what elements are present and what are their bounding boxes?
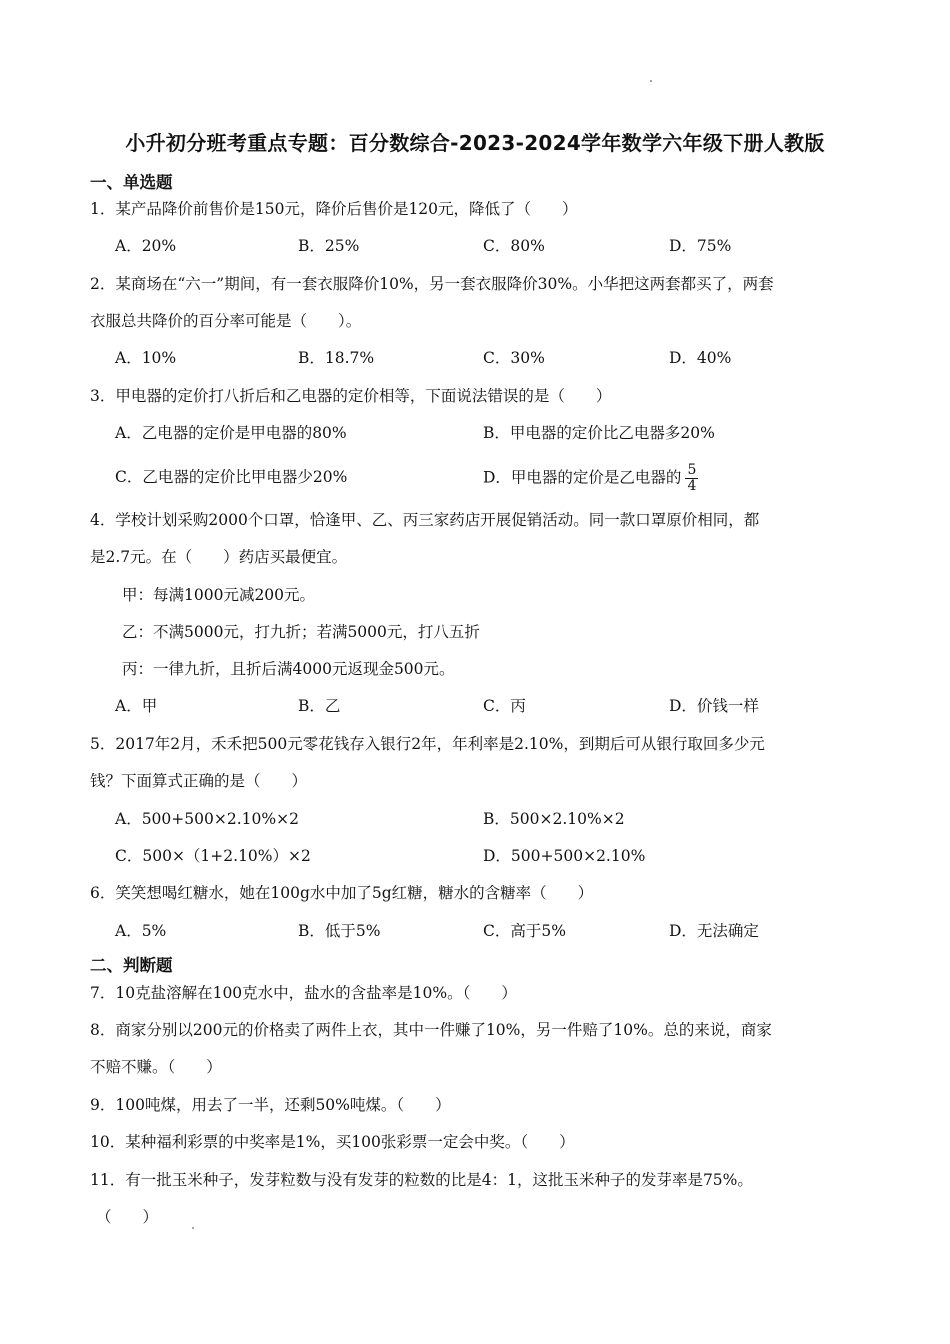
option-b: B．甲电器的定价比乙电器多20% — [483, 424, 715, 442]
option-c: C．丙 — [483, 697, 526, 715]
option-d: D．价钱一样 — [669, 697, 759, 715]
option-a: A．乙电器的定价是甲电器的80% — [115, 424, 347, 442]
option-c: C．80% — [483, 237, 545, 255]
option-d: D．500+500×2.10% — [483, 847, 646, 865]
fraction — [685, 463, 698, 494]
option-b: B．500×2.10%×2 — [483, 810, 625, 828]
question-7: 7．10克盐溶解在100克水中，盐水的含盐率是10%。（ ） — [90, 984, 517, 1002]
question-6-options — [115, 920, 875, 942]
question-1-options — [115, 235, 875, 257]
option-a: A．20% — [115, 237, 177, 255]
option-b: B．25% — [298, 237, 360, 255]
option-a: A．5% — [115, 922, 167, 940]
question-3-stem: 3．甲电器的定价打八折后和乙电器的定价相等，下面说法错误的是（ ） — [90, 387, 612, 405]
question-5-options-row-1 — [115, 808, 875, 830]
question-4-offer-yi: 乙：不满5000元，打九折；若满5000元，打八五折 — [122, 623, 480, 641]
question-8-line-2: 不赔不赚。（ ） — [90, 1058, 222, 1076]
option-d: D．40% — [669, 349, 732, 367]
question-2-stem-line-2: 衣服总共降价的百分率可能是（ ）。 — [90, 312, 362, 330]
question-9: 9．100吨煤，用去了一半，还剩50%吨煤。（ ） — [90, 1096, 451, 1114]
question-10: 10．某种福利彩票的中奖率是1%，买100张彩票一定会中奖。（ ） — [90, 1133, 575, 1151]
option-c: C．高于5% — [483, 922, 566, 940]
question-5-stem-line-1: 5．2017年2月，禾禾把500元零花钱存入银行2年，年利率是2.10%，到期后可从银行取回多少元 — [90, 735, 765, 753]
option-a: A．10% — [115, 349, 177, 367]
section-heading-true-false: 二、判断题 — [90, 956, 173, 975]
question-2-stem-line-1: 2．某商场在“六一”期间，有一套衣服降价10%，另一套衣服降价30%。小华把这两套都买了，两套 — [90, 275, 774, 293]
option-c: C．乙电器的定价比甲电器少20% — [115, 468, 348, 486]
question-4-stem-line-2: 是2.7元。在（ ）药店买最便宜。 — [90, 548, 348, 566]
fraction-denominator: 4 — [687, 478, 697, 494]
question-8-line-1: 8．商家分别以200元的价格卖了两件上衣，其中一件赚了10%，另一件赔了10%。总的来说，商家 — [90, 1021, 772, 1039]
option-d — [483, 463, 698, 494]
option-d: D．无法确定 — [669, 922, 759, 940]
question-11-line-1: 11．有一批玉米种子，发芽粒数与没有发芽的粒数的比是4：1，这批玉米种子的发芽率是75%。 — [90, 1171, 753, 1189]
question-3-options-row-1 — [115, 422, 875, 444]
scan-dot — [650, 80, 652, 82]
question-1-stem: 1．某产品降价前售价是150元，降价后售价是120元，降低了（ ） — [90, 200, 578, 218]
option-b: B．18.7% — [298, 349, 375, 367]
question-4-offer-bing: 丙：一律九折，且折后满4000元返现金500元。 — [122, 660, 455, 678]
question-4-stem-line-1: 4．学校计划采购2000个口罩，恰逢甲、乙、丙三家药店开展促销活动。同一款口罩原价相同，都 — [90, 511, 760, 529]
option-c: C．30% — [483, 349, 545, 367]
question-11-line-2: （ ） — [96, 1208, 159, 1226]
fraction-numerator: 5 — [687, 462, 697, 478]
question-5-stem-line-2: 钱？下面算式正确的是（ ） — [90, 772, 308, 790]
option-b: B．低于5% — [298, 922, 381, 940]
question-2-options — [115, 347, 875, 369]
option-a: A．500+500×2.10%×2 — [115, 810, 299, 828]
question-6-stem: 6．笑笑想喝红糖水，她在100g水中加了5g红糖，糖水的含糖率（ ） — [90, 884, 594, 902]
question-4-options — [115, 695, 875, 717]
option-b: B．乙 — [298, 697, 341, 715]
option-a: A．甲 — [115, 697, 158, 715]
option-c: C．500×（1+2.10%）×2 — [115, 847, 311, 865]
section-heading-single-choice: 一、单选题 — [90, 173, 173, 192]
option-d: D．75% — [669, 237, 732, 255]
question-3-options-row-2 — [115, 462, 875, 494]
question-5-options-row-2 — [115, 845, 875, 867]
scan-dot — [192, 1227, 194, 1229]
question-4-offer-jia: 甲：每满1000元减200元。 — [122, 586, 316, 604]
document-title: 小升初分班考重点专题：百分数综合-2023-2024学年数学六年级下册人教版 — [125, 131, 825, 155]
option-d-text: D．甲电器的定价是乙电器的 — [483, 468, 682, 487]
